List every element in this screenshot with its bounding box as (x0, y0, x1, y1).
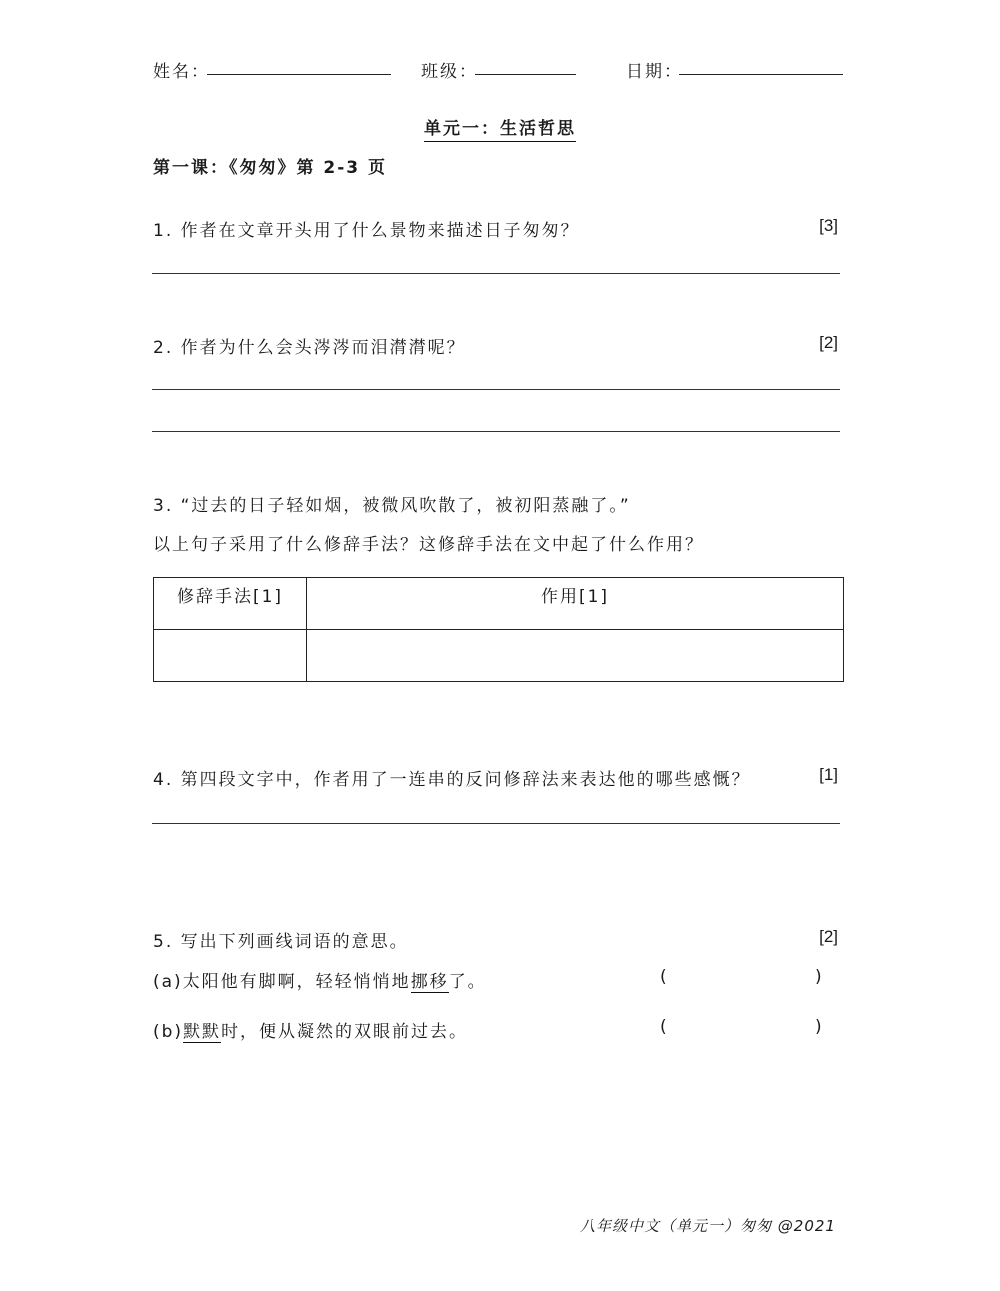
question-5a-prefix: (a) (153, 972, 183, 992)
question-2: 2. 作者为什么会头涔涔而泪潸潸呢？ (153, 338, 466, 358)
question-4: 4. 第四段文字中，作者用了一连串的反问修辞法来表达他的哪些感慨？ (153, 770, 751, 790)
answer-5b-blank[interactable] (675, 1014, 810, 1040)
table-header-technique: 修辞手法[1] (154, 578, 307, 630)
name-label: 姓名： (153, 62, 210, 82)
question-5a (153, 967, 487, 992)
table-header-effect: 作用[1] (307, 578, 844, 630)
answer-line-4[interactable] (152, 823, 840, 824)
question-3-quote: 3. “过去的日子轻如烟，被微风吹散了，被初阳蒸融了。” (153, 496, 631, 516)
question-2-marks: [2] (819, 333, 838, 352)
question-3-prompt: 以上句子采用了什么修辞手法？这修辞手法在文中起了什么作用？ (153, 535, 704, 555)
question-4-marks: [1] (819, 765, 838, 784)
answer-line-1[interactable] (152, 273, 840, 274)
question-5a-after: 了。 (448, 972, 487, 992)
unit-title: 单元一：生活哲思 (0, 114, 1000, 139)
question-1: 1. 作者在文章开头用了什么景物来描述日子匆匆？ (153, 221, 580, 241)
question-1-marks: [3] (819, 216, 838, 235)
class-label: 班级： (421, 62, 478, 82)
question-5b-underlined-word: 默默 (183, 1022, 222, 1042)
date-label: 日期： (626, 62, 683, 82)
question-5b (153, 1017, 468, 1042)
question-5: 5. 写出下列画线词语的意思。 (153, 932, 409, 952)
answer-line-2a[interactable] (152, 389, 840, 390)
name-blank[interactable] (207, 74, 391, 75)
answer-line-2b[interactable] (152, 431, 840, 432)
answer-5a-blank[interactable] (675, 964, 810, 990)
class-blank[interactable] (475, 74, 576, 75)
rhetoric-table (153, 577, 844, 682)
lesson-heading: 第一课：《匆匆》第 2-3 页 (153, 158, 388, 178)
effect-answer-cell[interactable] (307, 630, 844, 682)
question-5-marks: [2] (819, 927, 838, 946)
question-5a-underlined-word: 挪移 (410, 972, 449, 992)
answer-5a-open-paren: ( (660, 967, 667, 987)
answer-5a-close-paren: ) (815, 967, 822, 987)
answer-5b-close-paren: ) (815, 1017, 822, 1037)
date-blank[interactable] (679, 74, 843, 75)
question-5b-after: 时，便从凝然的双眼前过去。 (221, 1022, 469, 1042)
question-5b-prefix: (b) (153, 1022, 184, 1042)
technique-answer-cell[interactable] (154, 630, 307, 682)
answer-5b-open-paren: ( (660, 1017, 667, 1037)
question-5a-before: 太阳他有脚啊，轻轻悄悄地 (182, 972, 411, 992)
page-footer: 八年级中文（单元一）匆匆 @2021 (580, 1217, 836, 1235)
